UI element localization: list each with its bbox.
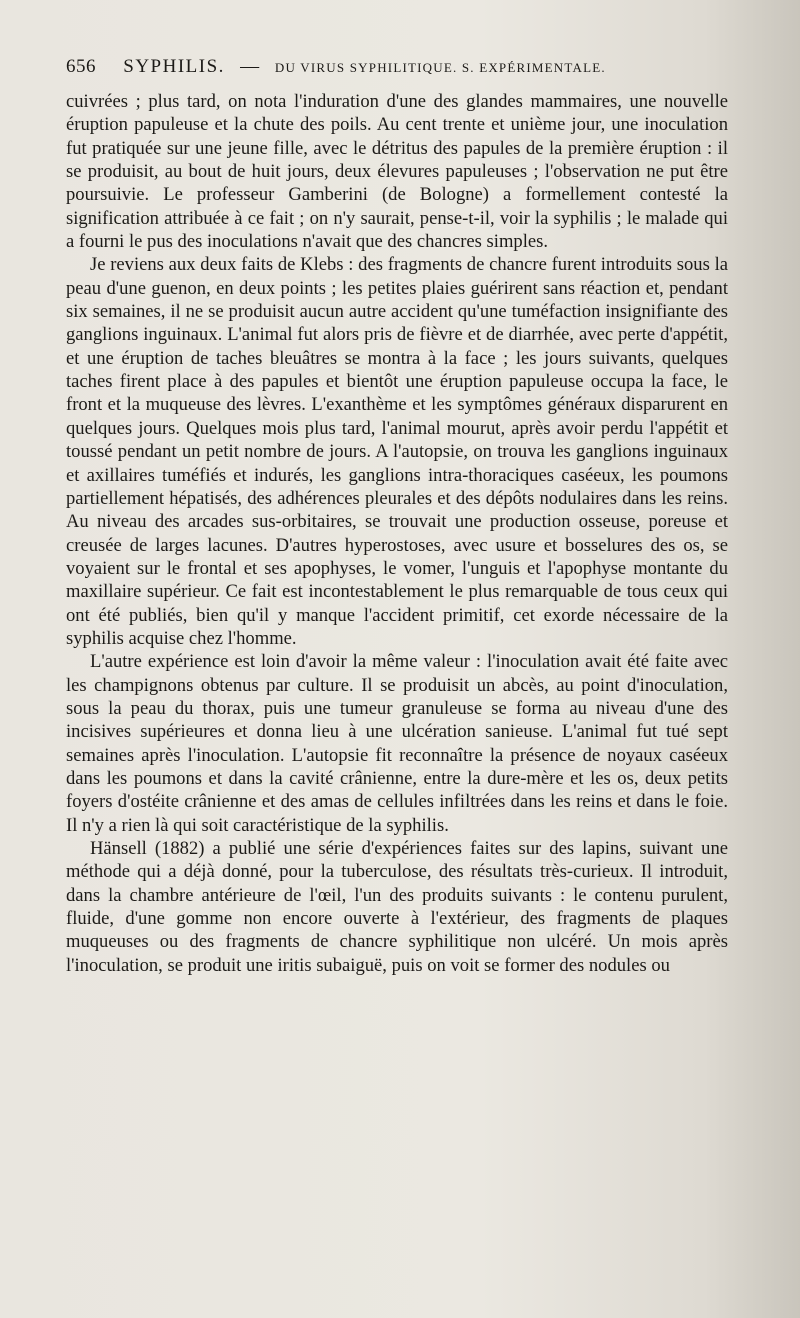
- running-header: [66, 56, 726, 80]
- paragraph-autre-experience: L'autre expérience est loin d'avoir la même valeur : l'inoculation avait été faite avec les champignons obtenus par culture. Il se produisit un abcès, au point d'inoculation, sous la peau du thorax, puis une tumeur granuleuse se forma au niveau d'une des incisives supérieures et donna lieu à une ulcération sanieuse. L'animal fut tué sept semaines après l'inoculation. L'autopsie fit reconnaître la présence de noyaux caséeux dans les poumons et dans la cavité crânienne, entre la dure-mère et les os, deux petits foyers d'ostéite crânienne et des amas de cellules infiltrées dans les reins et dans le foie. Il n'y a rien là qui soit caractéristique de la syphilis.: [66, 651, 728, 836]
- paragraph-continued: cuivrées ; plus tard, on nota l'induration d'une des glandes mammaires, une nouvelle éruption papuleuse et la chute des poils. Au cent trente et unième jour, une inoculation fut pratiquée sur une jeune fille, avec le détritus des papules de la première éruption : il se produisit, au bout de huit jours, deux élevures papuleuses ; l'observation ne put être poursuivie. Le professeur Gamberini (de Bologne) a formellement contesté la signification attribuée à ce fait ; on n'y saurait, pense-t-il, voir la syphilis ; le malade qui a fourni le pus des inoculations n'avait que des chancres simples.: [66, 91, 728, 253]
- body-text: [66, 90, 728, 977]
- running-title: SYPHILIS.: [123, 56, 225, 77]
- header-separator: —: [240, 56, 260, 77]
- paragraph-klebs: Je reviens aux deux faits de Klebs : des fragments de chancre furent introduits sous la peau d'une guenon, en deux points ; les petites plaies guérirent sans réaction et, pendant six semaines, il ne se produisit aucun autre accident qu'une tuméfaction insignifiante des ganglions inguinaux. L'animal fut alors pris de fièvre et de diarrhée, avec perte d'appétit, et une éruption de taches bleuâtres se montra à la face ; les jours suivants, quelques taches firent place à des papules et bientôt une éruption papuleuse occupa la face, le front et la muqueuse des lèvres. L'exanthème et les symptômes généraux disparurent en quelques jours. Quelques mois plus tard, l'animal mourut, après avoir perdu l'appétit et toussé pendant un petit nombre de jours. A l'autopsie, on trouva les ganglions inguinaux et axillaires tuméfiés et indurés, les ganglions intra-thoraciques caséeux, les poumons partiellement hépatisés, des adhérences pleurales et des dépôts nodulaires dans les reins. Au niveau des arcades sus-orbitaires, se trouvait une production osseuse, poreuse et creusée de larges lacunes. D'autres hyperostoses, avec usure et bosselures des os, se voyaient sur le frontal et ses apophyses, le vomer, l'unguis et l'apophyse montante du maxillaire supérieur. Ce fait est incontestablement le plus remarquable de tous ceux qui ont été publiés, bien qu'il y manque l'accident primitif, cet exorde nécessaire de la syphilis acquise chez l'homme.: [66, 254, 728, 649]
- page-number: 656: [66, 56, 96, 77]
- paragraph-hansell: Hänsell (1882) a publié une série d'expériences faites sur des lapins, suivant une méthode qui a déjà donné, pour la tuberculose, des résultats très-curieux. Il introduit, dans la chambre antérieure de l'œil, l'un des produits suivants : le contenu purulent, fluide, d'une gomme non encore ouverte à l'extérieur, des fragments de plaques muqueuses ou des fragments de chancre syphilitique non ulcéré. Un mois après l'inoculation, se produit une iritis subaiguë, puis on voit se former des nodules ou: [66, 838, 728, 976]
- running-subtitle: DU VIRUS SYPHILITIQUE. S. EXPÉRIMENTALE.: [274, 60, 606, 75]
